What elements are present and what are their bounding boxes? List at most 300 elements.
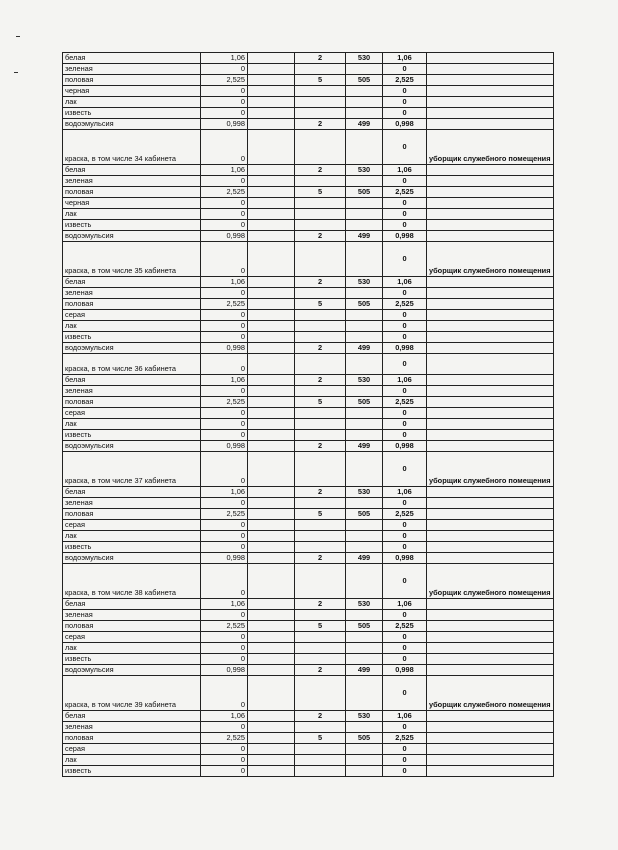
table-row bbox=[63, 176, 554, 187]
empty-cell bbox=[248, 119, 295, 130]
note-cell bbox=[427, 621, 554, 632]
empty-cell bbox=[248, 198, 295, 209]
count-cell: 2 bbox=[295, 119, 346, 130]
material-name-cell: лак bbox=[63, 209, 201, 220]
table-row bbox=[63, 375, 554, 386]
total-cell: 0 bbox=[383, 354, 427, 375]
table-row bbox=[63, 509, 554, 520]
material-name-cell: водоэмульсия bbox=[63, 553, 201, 564]
count-cell: 2 bbox=[295, 343, 346, 354]
empty-cell bbox=[248, 733, 295, 744]
count-cell bbox=[295, 531, 346, 542]
block-header-row bbox=[63, 452, 554, 487]
empty-cell bbox=[248, 209, 295, 220]
empty-cell bbox=[248, 643, 295, 654]
material-name-cell: водоэмульсия bbox=[63, 343, 201, 354]
table-row bbox=[63, 744, 554, 755]
table-row bbox=[63, 733, 554, 744]
material-name-cell: известь bbox=[63, 220, 201, 231]
empty-cell bbox=[248, 599, 295, 610]
quantity-cell: 0 bbox=[201, 676, 248, 711]
material-name-cell: белая bbox=[63, 165, 201, 176]
quantity-cell: 2,525 bbox=[201, 187, 248, 198]
quantity-cell: 0 bbox=[201, 242, 248, 277]
material-name-cell: лак bbox=[63, 419, 201, 430]
note-cell bbox=[427, 220, 554, 231]
empty-cell bbox=[248, 299, 295, 310]
quantity-cell: 0 bbox=[201, 419, 248, 430]
note-cell bbox=[427, 665, 554, 676]
block-header-row bbox=[63, 564, 554, 599]
total-cell: 0 bbox=[383, 654, 427, 665]
count-cell: 5 bbox=[295, 299, 346, 310]
empty-cell bbox=[248, 676, 295, 711]
price-cell bbox=[346, 288, 383, 299]
material-name-cell: половая bbox=[63, 397, 201, 408]
material-name-cell: лак bbox=[63, 755, 201, 766]
empty-cell bbox=[248, 744, 295, 755]
total-cell: 1,06 bbox=[383, 277, 427, 288]
empty-cell bbox=[295, 676, 346, 711]
quantity-cell: 0 bbox=[201, 643, 248, 654]
material-name-cell: водоэмульсия bbox=[63, 441, 201, 452]
position-note-cell: уборщик служебного помещения bbox=[427, 564, 554, 599]
empty-cell bbox=[248, 722, 295, 733]
quantity-cell: 2,525 bbox=[201, 509, 248, 520]
price-cell bbox=[346, 610, 383, 621]
count-cell bbox=[295, 408, 346, 419]
quantity-cell: 0 bbox=[201, 610, 248, 621]
total-cell: 0 bbox=[383, 130, 427, 165]
note-cell bbox=[427, 441, 554, 452]
empty-cell bbox=[346, 130, 383, 165]
count-cell: 2 bbox=[295, 165, 346, 176]
material-name-cell: белая bbox=[63, 599, 201, 610]
price-cell: 505 bbox=[346, 621, 383, 632]
quantity-cell: 1,06 bbox=[201, 487, 248, 498]
material-name-cell: водоэмульсия bbox=[63, 231, 201, 242]
price-cell bbox=[346, 632, 383, 643]
table-row bbox=[63, 419, 554, 430]
quantity-cell: 0 bbox=[201, 332, 248, 343]
count-cell bbox=[295, 744, 346, 755]
total-cell: 0 bbox=[383, 176, 427, 187]
price-cell bbox=[346, 654, 383, 665]
price-cell bbox=[346, 198, 383, 209]
table-row bbox=[63, 231, 554, 242]
total-cell: 0 bbox=[383, 108, 427, 119]
note-cell bbox=[427, 487, 554, 498]
total-cell: 0 bbox=[383, 755, 427, 766]
note-cell bbox=[427, 733, 554, 744]
table-row bbox=[63, 632, 554, 643]
table-row bbox=[63, 599, 554, 610]
total-cell: 0 bbox=[383, 643, 427, 654]
empty-cell bbox=[295, 564, 346, 599]
table-row bbox=[63, 332, 554, 343]
total-cell: 2,525 bbox=[383, 509, 427, 520]
count-cell bbox=[295, 97, 346, 108]
total-cell: 0,998 bbox=[383, 231, 427, 242]
total-cell: 0 bbox=[383, 209, 427, 220]
total-cell: 0,998 bbox=[383, 119, 427, 130]
quantity-cell: 0 bbox=[201, 209, 248, 220]
price-cell bbox=[346, 755, 383, 766]
quantity-cell: 0 bbox=[201, 430, 248, 441]
note-cell bbox=[427, 75, 554, 86]
total-cell: 0 bbox=[383, 452, 427, 487]
material-name-cell: водоэмульсия bbox=[63, 665, 201, 676]
total-cell: 0 bbox=[383, 766, 427, 777]
count-cell bbox=[295, 766, 346, 777]
count-cell bbox=[295, 498, 346, 509]
count-cell bbox=[295, 755, 346, 766]
materials-table bbox=[62, 52, 554, 777]
quantity-cell: 1,06 bbox=[201, 599, 248, 610]
empty-cell bbox=[248, 332, 295, 343]
table-row bbox=[63, 621, 554, 632]
count-cell: 5 bbox=[295, 75, 346, 86]
material-name-cell: известь bbox=[63, 542, 201, 553]
note-cell bbox=[427, 755, 554, 766]
price-cell bbox=[346, 430, 383, 441]
material-name-cell: белая bbox=[63, 711, 201, 722]
empty-cell bbox=[248, 610, 295, 621]
price-cell: 505 bbox=[346, 299, 383, 310]
price-cell bbox=[346, 542, 383, 553]
total-cell: 0 bbox=[383, 288, 427, 299]
note-cell bbox=[427, 332, 554, 343]
count-cell: 2 bbox=[295, 553, 346, 564]
quantity-cell: 2,525 bbox=[201, 397, 248, 408]
note-cell bbox=[427, 288, 554, 299]
quantity-cell: 1,06 bbox=[201, 53, 248, 64]
quantity-cell: 0,998 bbox=[201, 343, 248, 354]
quantity-cell: 0 bbox=[201, 520, 248, 531]
note-cell bbox=[427, 343, 554, 354]
material-name-cell: половая bbox=[63, 621, 201, 632]
table-row bbox=[63, 755, 554, 766]
material-name-cell: серая bbox=[63, 520, 201, 531]
total-cell: 2,525 bbox=[383, 621, 427, 632]
count-cell: 5 bbox=[295, 733, 346, 744]
count-cell: 2 bbox=[295, 277, 346, 288]
count-cell bbox=[295, 310, 346, 321]
material-name-cell: лак bbox=[63, 321, 201, 332]
quantity-cell: 1,06 bbox=[201, 277, 248, 288]
note-cell bbox=[427, 531, 554, 542]
price-cell: 505 bbox=[346, 509, 383, 520]
note-cell bbox=[427, 310, 554, 321]
material-name-cell: зеленая bbox=[63, 498, 201, 509]
block-header-row bbox=[63, 242, 554, 277]
empty-cell bbox=[248, 277, 295, 288]
table-row bbox=[63, 397, 554, 408]
table-row bbox=[63, 288, 554, 299]
total-cell: 1,06 bbox=[383, 487, 427, 498]
note-cell bbox=[427, 711, 554, 722]
table-row bbox=[63, 277, 554, 288]
materials-table-body bbox=[63, 53, 554, 777]
empty-cell bbox=[248, 654, 295, 665]
empty-cell bbox=[346, 676, 383, 711]
table-row bbox=[63, 64, 554, 75]
material-name-cell: белая bbox=[63, 487, 201, 498]
note-cell bbox=[427, 165, 554, 176]
total-cell: 1,06 bbox=[383, 165, 427, 176]
empty-cell bbox=[248, 542, 295, 553]
quantity-cell: 0 bbox=[201, 531, 248, 542]
total-cell: 2,525 bbox=[383, 397, 427, 408]
table-row bbox=[63, 498, 554, 509]
total-cell: 2,525 bbox=[383, 299, 427, 310]
table-row bbox=[63, 310, 554, 321]
table-row bbox=[63, 187, 554, 198]
table-row bbox=[63, 520, 554, 531]
count-cell bbox=[295, 520, 346, 531]
price-cell bbox=[346, 108, 383, 119]
table-row bbox=[63, 643, 554, 654]
count-cell: 2 bbox=[295, 231, 346, 242]
price-cell: 499 bbox=[346, 441, 383, 452]
price-cell: 530 bbox=[346, 53, 383, 64]
quantity-cell: 0 bbox=[201, 97, 248, 108]
empty-cell bbox=[248, 64, 295, 75]
material-name-cell: половая bbox=[63, 187, 201, 198]
material-name-cell: лак bbox=[63, 643, 201, 654]
scan-mark bbox=[16, 36, 20, 37]
empty-cell bbox=[295, 354, 346, 375]
count-cell: 2 bbox=[295, 599, 346, 610]
quantity-cell: 0 bbox=[201, 354, 248, 375]
note-cell bbox=[427, 722, 554, 733]
quantity-cell: 0,998 bbox=[201, 231, 248, 242]
total-cell: 2,525 bbox=[383, 75, 427, 86]
note-cell bbox=[427, 498, 554, 509]
material-name-cell: белая bbox=[63, 53, 201, 64]
block-header-cell: краска, в том числе 37 кабинета bbox=[63, 452, 201, 487]
price-cell: 499 bbox=[346, 665, 383, 676]
material-name-cell: серая bbox=[63, 632, 201, 643]
total-cell: 1,06 bbox=[383, 375, 427, 386]
note-cell bbox=[427, 766, 554, 777]
material-name-cell: известь bbox=[63, 766, 201, 777]
empty-cell bbox=[248, 711, 295, 722]
material-name-cell: известь bbox=[63, 654, 201, 665]
total-cell: 0,998 bbox=[383, 665, 427, 676]
price-cell bbox=[346, 97, 383, 108]
table-row bbox=[63, 86, 554, 97]
quantity-cell: 1,06 bbox=[201, 711, 248, 722]
table-row bbox=[63, 430, 554, 441]
total-cell: 0 bbox=[383, 744, 427, 755]
empty-cell bbox=[248, 375, 295, 386]
note-cell bbox=[427, 408, 554, 419]
table-row bbox=[63, 654, 554, 665]
empty-cell bbox=[248, 520, 295, 531]
quantity-cell: 0 bbox=[201, 220, 248, 231]
empty-cell bbox=[248, 220, 295, 231]
quantity-cell: 0 bbox=[201, 766, 248, 777]
block-header-cell: краска, в том числе 36 кабинета bbox=[63, 354, 201, 375]
count-cell: 2 bbox=[295, 441, 346, 452]
empty-cell bbox=[248, 288, 295, 299]
price-cell: 499 bbox=[346, 119, 383, 130]
quantity-cell: 0 bbox=[201, 408, 248, 419]
material-name-cell: белая bbox=[63, 375, 201, 386]
total-cell: 0 bbox=[383, 242, 427, 277]
material-name-cell: половая bbox=[63, 299, 201, 310]
quantity-cell: 0 bbox=[201, 755, 248, 766]
price-cell bbox=[346, 766, 383, 777]
count-cell: 2 bbox=[295, 487, 346, 498]
empty-cell bbox=[248, 766, 295, 777]
price-cell bbox=[346, 86, 383, 97]
count-cell bbox=[295, 108, 346, 119]
quantity-cell: 0 bbox=[201, 498, 248, 509]
table-row bbox=[63, 711, 554, 722]
position-note-cell: уборщик служебного помещения bbox=[427, 676, 554, 711]
block-header-row bbox=[63, 130, 554, 165]
total-cell: 0 bbox=[383, 386, 427, 397]
empty-cell bbox=[248, 632, 295, 643]
empty-cell bbox=[248, 441, 295, 452]
total-cell: 0 bbox=[383, 86, 427, 97]
material-name-cell: зеленая bbox=[63, 176, 201, 187]
table-row bbox=[63, 487, 554, 498]
price-cell: 499 bbox=[346, 343, 383, 354]
block-header-row bbox=[63, 676, 554, 711]
price-cell: 530 bbox=[346, 277, 383, 288]
empty-cell bbox=[295, 242, 346, 277]
note-cell bbox=[427, 97, 554, 108]
material-name-cell: черная bbox=[63, 86, 201, 97]
table-row bbox=[63, 610, 554, 621]
material-name-cell: лак bbox=[63, 97, 201, 108]
empty-cell bbox=[248, 165, 295, 176]
note-cell bbox=[427, 209, 554, 220]
empty-cell bbox=[248, 509, 295, 520]
empty-cell bbox=[248, 452, 295, 487]
material-name-cell: черная bbox=[63, 198, 201, 209]
quantity-cell: 0 bbox=[201, 108, 248, 119]
block-header-cell: краска, в том числе 39 кабинета bbox=[63, 676, 201, 711]
count-cell bbox=[295, 64, 346, 75]
note-cell bbox=[427, 599, 554, 610]
total-cell: 0 bbox=[383, 310, 427, 321]
empty-cell bbox=[248, 75, 295, 86]
material-name-cell: зеленая bbox=[63, 722, 201, 733]
empty-cell bbox=[346, 452, 383, 487]
table-row bbox=[63, 321, 554, 332]
quantity-cell: 0,998 bbox=[201, 553, 248, 564]
empty-cell bbox=[248, 231, 295, 242]
count-cell: 2 bbox=[295, 53, 346, 64]
quantity-cell: 0 bbox=[201, 542, 248, 553]
total-cell: 0,998 bbox=[383, 553, 427, 564]
note-cell bbox=[427, 397, 554, 408]
empty-cell bbox=[248, 187, 295, 198]
price-cell: 505 bbox=[346, 187, 383, 198]
quantity-cell: 2,525 bbox=[201, 621, 248, 632]
empty-cell bbox=[248, 310, 295, 321]
material-name-cell: зеленая bbox=[63, 386, 201, 397]
material-name-cell: белая bbox=[63, 277, 201, 288]
note-cell bbox=[427, 542, 554, 553]
material-name-cell: половая bbox=[63, 733, 201, 744]
count-cell bbox=[295, 176, 346, 187]
quantity-cell: 0 bbox=[201, 386, 248, 397]
material-name-cell: лак bbox=[63, 531, 201, 542]
count-cell bbox=[295, 430, 346, 441]
total-cell: 0,998 bbox=[383, 343, 427, 354]
material-name-cell: половая bbox=[63, 75, 201, 86]
material-name-cell: половая bbox=[63, 509, 201, 520]
quantity-cell: 0 bbox=[201, 288, 248, 299]
total-cell: 1,06 bbox=[383, 711, 427, 722]
total-cell: 0 bbox=[383, 332, 427, 343]
empty-cell bbox=[248, 242, 295, 277]
total-cell: 0 bbox=[383, 498, 427, 509]
empty-cell bbox=[248, 86, 295, 97]
empty-cell bbox=[248, 408, 295, 419]
block-header-cell: краска, в том числе 38 кабинета bbox=[63, 564, 201, 599]
quantity-cell: 0 bbox=[201, 452, 248, 487]
count-cell bbox=[295, 419, 346, 430]
empty-cell bbox=[346, 242, 383, 277]
note-cell bbox=[427, 176, 554, 187]
table-row bbox=[63, 408, 554, 419]
quantity-cell: 0,998 bbox=[201, 665, 248, 676]
total-cell: 0,998 bbox=[383, 441, 427, 452]
price-cell bbox=[346, 386, 383, 397]
price-cell bbox=[346, 408, 383, 419]
note-cell bbox=[427, 187, 554, 198]
quantity-cell: 0 bbox=[201, 744, 248, 755]
price-cell bbox=[346, 520, 383, 531]
empty-cell bbox=[295, 130, 346, 165]
note-cell bbox=[427, 108, 554, 119]
quantity-cell: 0 bbox=[201, 564, 248, 599]
note-cell bbox=[427, 419, 554, 430]
note-cell bbox=[427, 509, 554, 520]
material-name-cell: известь bbox=[63, 430, 201, 441]
count-cell: 5 bbox=[295, 187, 346, 198]
quantity-cell: 2,525 bbox=[201, 299, 248, 310]
price-cell bbox=[346, 64, 383, 75]
note-cell bbox=[427, 231, 554, 242]
total-cell: 2,525 bbox=[383, 733, 427, 744]
count-cell bbox=[295, 654, 346, 665]
count-cell bbox=[295, 321, 346, 332]
empty-cell bbox=[248, 343, 295, 354]
count-cell bbox=[295, 610, 346, 621]
table-row bbox=[63, 386, 554, 397]
empty-cell bbox=[248, 553, 295, 564]
total-cell: 0 bbox=[383, 632, 427, 643]
count-cell: 5 bbox=[295, 397, 346, 408]
price-cell: 530 bbox=[346, 711, 383, 722]
table-row bbox=[63, 441, 554, 452]
position-note-cell: уборщик служебного помещения bbox=[427, 242, 554, 277]
empty-cell bbox=[248, 130, 295, 165]
count-cell bbox=[295, 198, 346, 209]
total-cell: 0 bbox=[383, 722, 427, 733]
count-cell: 5 bbox=[295, 509, 346, 520]
total-cell: 2,525 bbox=[383, 187, 427, 198]
position-note-cell: уборщик служебного помещения bbox=[427, 452, 554, 487]
empty-cell bbox=[248, 386, 295, 397]
